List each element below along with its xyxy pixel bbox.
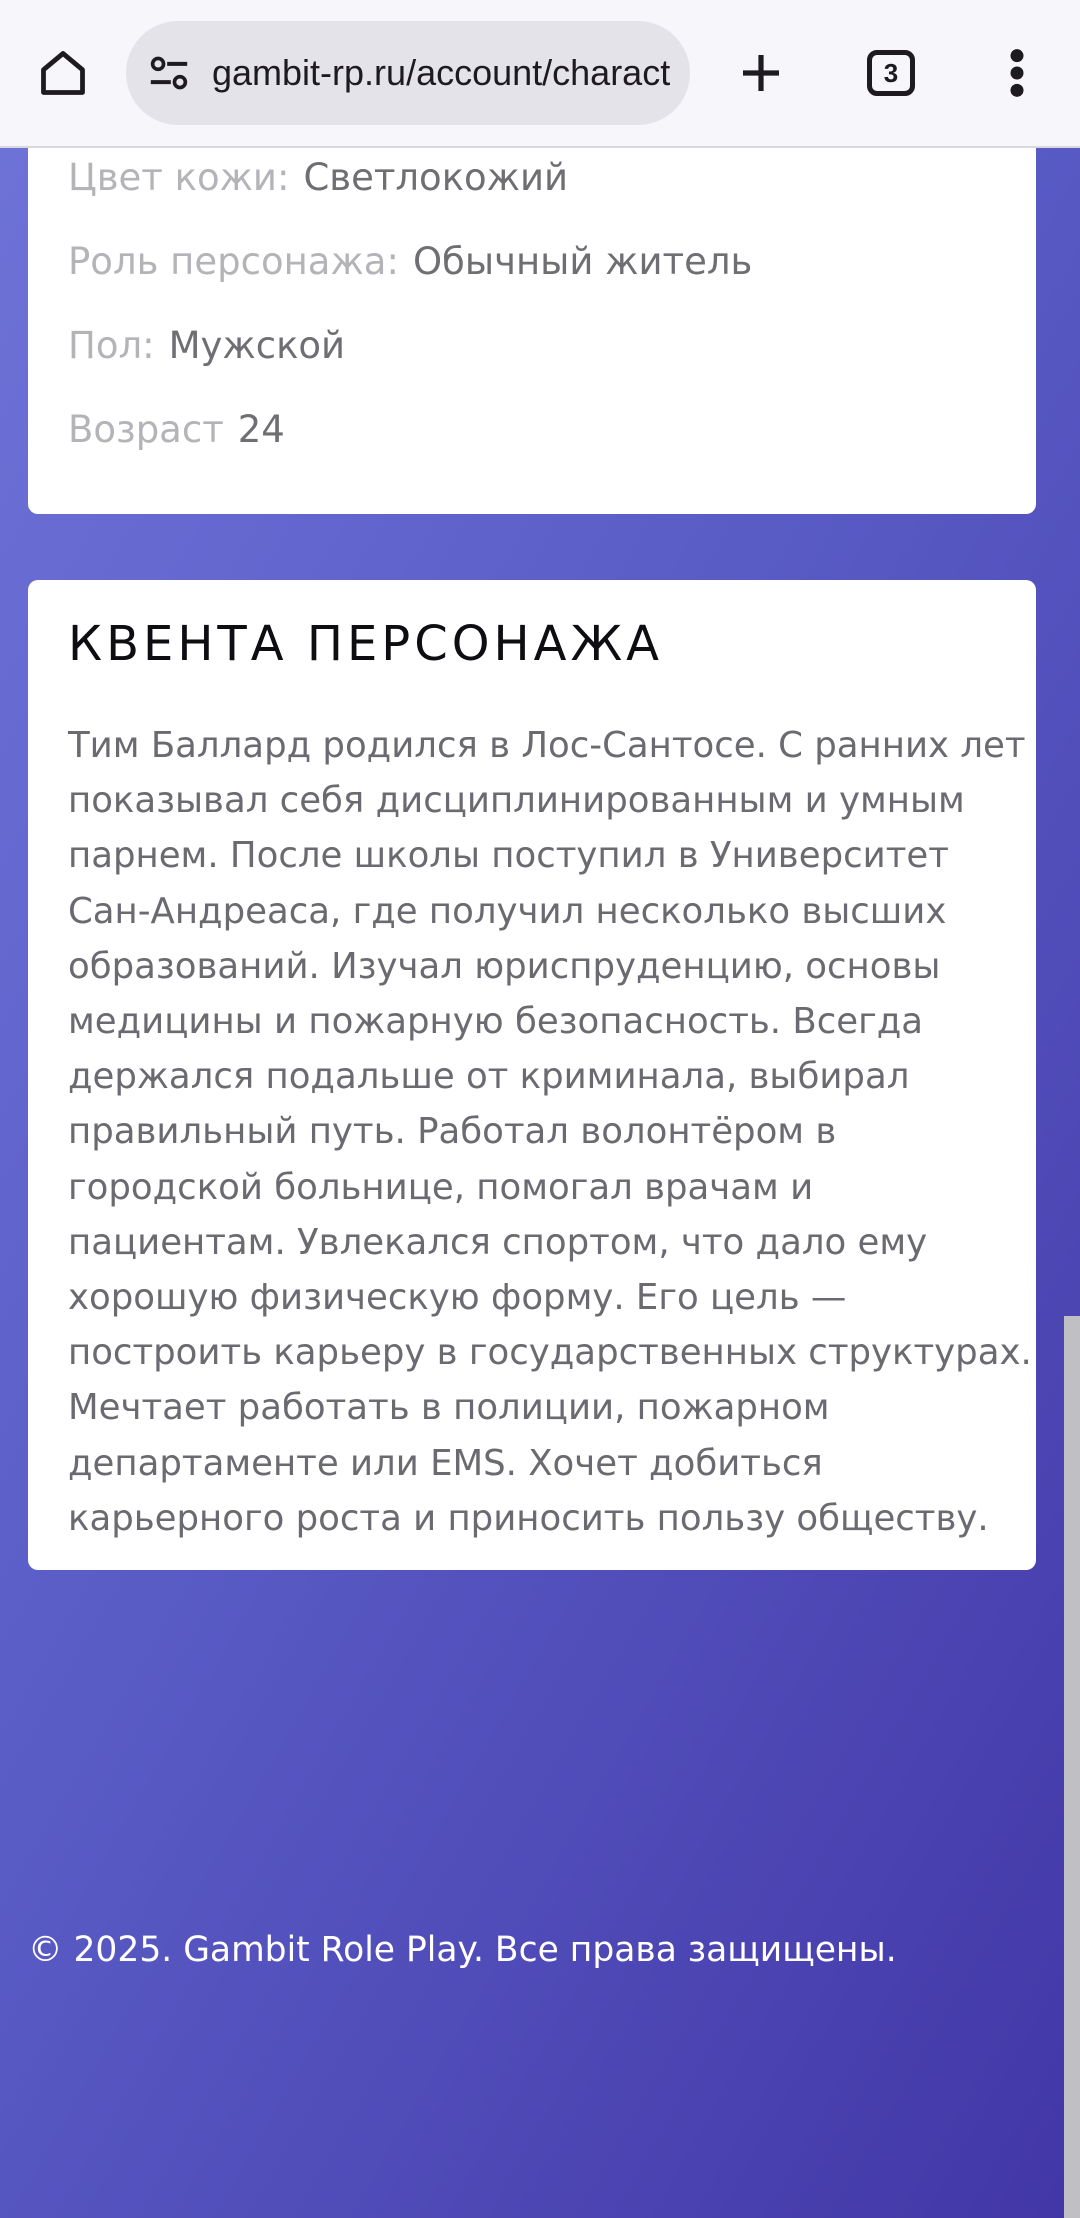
character-biography-card: [28, 580, 1036, 1570]
plus-icon: [737, 49, 785, 97]
info-row-gender: [68, 324, 345, 367]
tab-switcher-icon: [867, 50, 915, 96]
tab-switcher-button[interactable]: [858, 40, 924, 106]
address-bar[interactable]: [126, 21, 690, 125]
biography-title: КВЕНТА ПЕРСОНАЖА: [68, 616, 663, 672]
new-tab-button[interactable]: [728, 40, 794, 106]
info-value: Светлокожий: [303, 156, 569, 199]
info-label: Возраст: [68, 408, 224, 451]
browser-toolbar: [0, 0, 1080, 148]
tab-count: 3: [883, 57, 899, 88]
biography-text: Тим Баллард родился в Лос-Сантосе. С ранних лет показывал себя дисциплинированным и умным парнем. После школы поступил в Университет Сан-Андреаса, где получил несколько высших образований. Изучал юриспруденцию, основы медицины и пожарную безопасность. Всегда держался подальше от криминала, выбирал правильный путь. Работал волонтёром в городской больнице, помогал врачам и пациентам. Увлекался спортом, что дало ему хорошую физическую форму. Его цель — построить карьеру в государственных структурах. Мечтает работать в полиции, пожарном департаменте или EMS. Хочет добиться карьерного роста и приносить пользу обществу.: [68, 725, 1032, 1539]
info-label: Цвет кожи:: [68, 156, 290, 199]
site-settings-icon[interactable]: [146, 50, 192, 96]
more-vert-icon: [1007, 47, 1027, 99]
info-label: Пол:: [68, 324, 155, 367]
info-row-skin: [68, 156, 568, 199]
info-value: Мужской: [168, 324, 346, 367]
url-text: gambit-rp.ru/account/charact: [212, 52, 671, 93]
scrollbar-thumb[interactable]: [1064, 1316, 1080, 2218]
info-label: Роль персонажа:: [68, 240, 399, 283]
info-row-age: [68, 408, 285, 451]
character-info-card: [28, 100, 1036, 514]
info-value: Обычный житель: [412, 240, 753, 283]
home-button[interactable]: [30, 40, 96, 106]
footer-copyright: © 2025. Gambit Role Play. Все права защищены.: [28, 1930, 897, 1970]
info-row-role: [68, 240, 752, 283]
info-value: 24: [237, 408, 285, 451]
home-icon: [37, 47, 89, 99]
browser-menu-button[interactable]: [984, 40, 1050, 106]
